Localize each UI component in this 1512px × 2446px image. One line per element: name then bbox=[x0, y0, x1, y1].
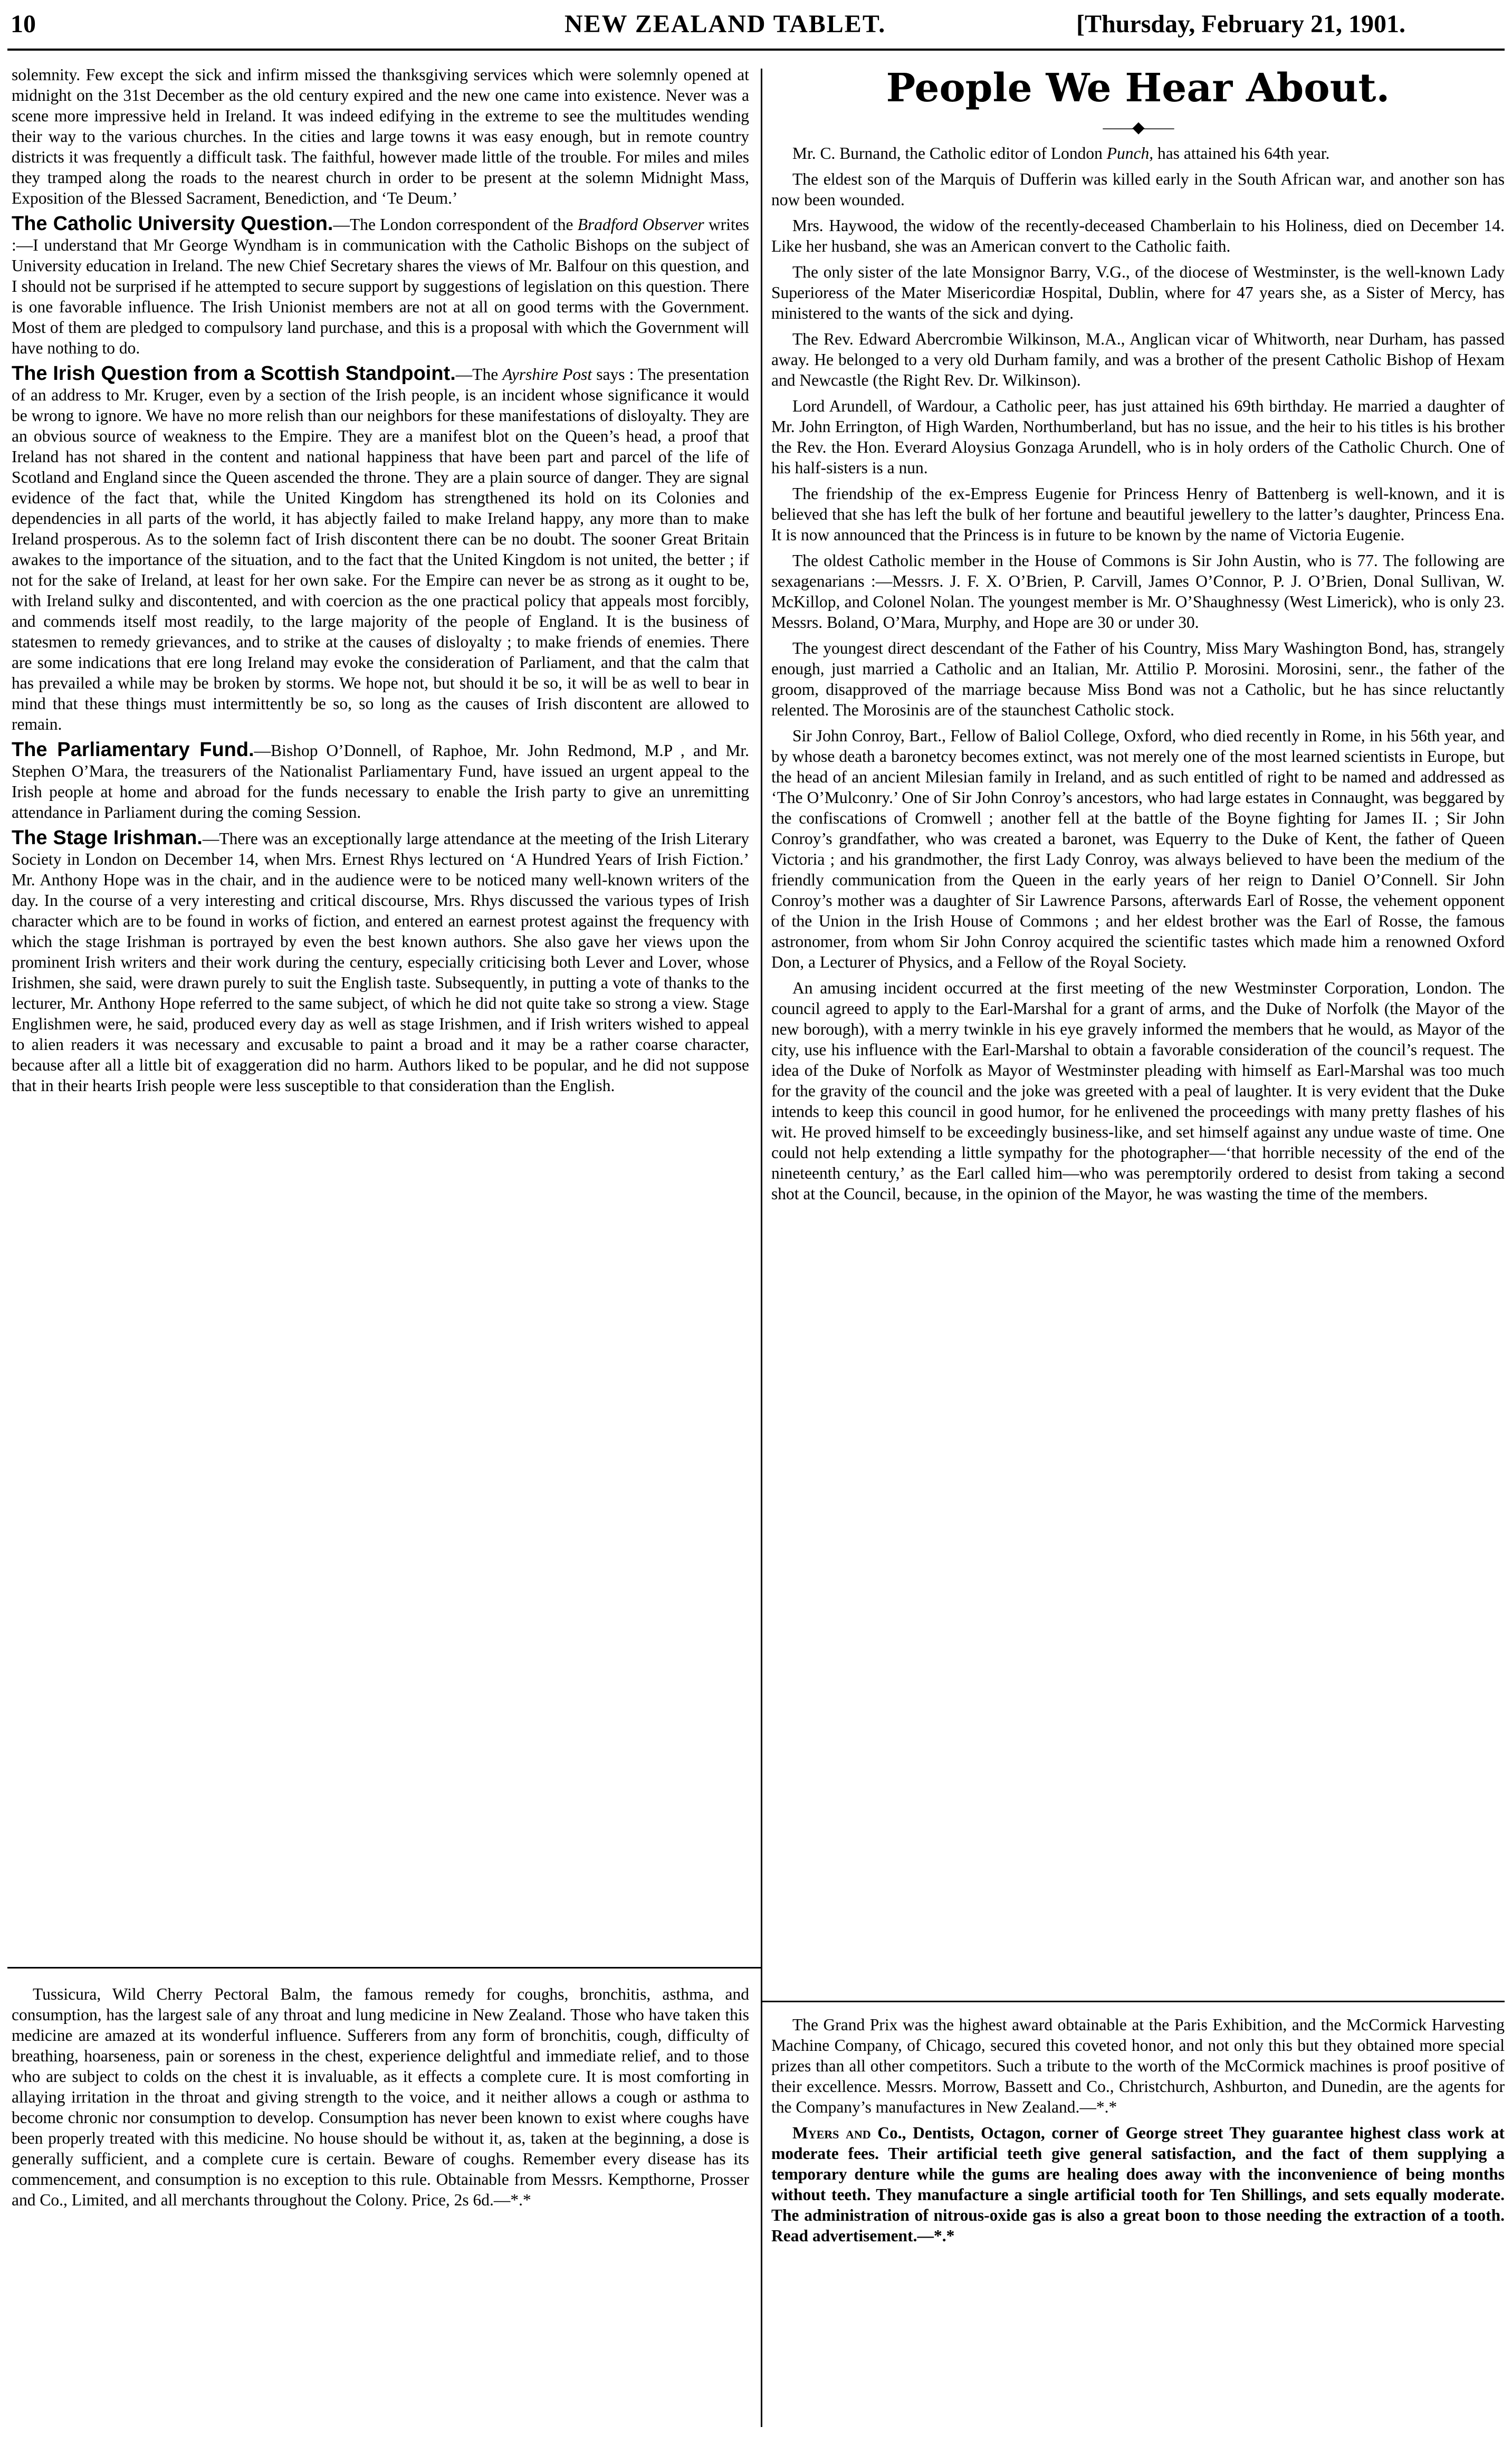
right-ad-rule bbox=[762, 2001, 1505, 2002]
news-item: An amusing incident occurred at the first meeting of the new Westminster Corporation, London. The council agreed to apply to the Earl-Marshal for a grant of arms, and the Duke of Norfolk (the Mayor of the new borough), with a merry twinkle in his eye gravely informed the members that he would, as Mayor of the city, use his influence with the Earl-Marshal to obtain a favorable consideration of the council’s request. The idea of the Duke of Norfolk as Mayor of Westminster pleading with himself as Earl-Marshal was too much for the gravity of the council and the joke was greeted with a peal of laughter. It is very evident that the Duke intends to keep this council in good humor, for he enlivened the proceedings with many pretty flashes of his wit. He proved himself to be exceedingly business-like, and set himself against any undue waste of time. One could not help extending a little sympathy for the photographer—‘that horrible necessity of the end of the nineteenth century,’ as the Earl called him—who was peremptorily ordered to desist from taking a second shot at the Council, because, in the opinion of the Mayor, he was wasting the time of the members. bbox=[771, 979, 1505, 1203]
scottish-standpoint-article: The Irish Question from a Scottish Standpoint.—The Ayrshire Post says : The presentation of an address to Mr. Kruger, even by a section of the Irish people, is an incident whose significance it would be wrong to ignore. We have no more relish than our neighbors for these manifestations of disloyalty. They are an obvious source of weakness to the Empire. They are a manifest blot on the Queen’s head, a proof that Ireland has not shared in the content and national happiness that have been part and parcel of the life of Scotland and England since the Queen ascended the throne. They are a plain source of danger. They are signal evidence of the fact that, while the United Kingdom has strengthened its hold on its Colonies and dependencies in all parts of the world, it has abjectly failed to make Ireland happy, any more than to make Ireland prosperous. As to the solemn fact of Irish discontent there can be no doubt. The sooner Great Britain awakes to the importance of the situation, and to the fact that the United Kingdom is not united, the better ; if not for the sake of Ireland, at least for her own sake. For the Empire can never be as strong as it ought to be, with Ireland sulky and discontented, and with coercion as the one practical policy that appeals most forcibly, and commends itself most readily, to the large majority of the people of England. It is the business of statesmen to remedy grievances, and to strike at the causes of disloyalty ; to make friends of enemies. There are some indications that ere long Ireland may evoke the consideration of Parliament, and that the calm that has prevailed a while may be broken by storms. We hope not, but should it be so, it will be as well to bear in mind that these things must intermittently be so, so long as the causes of Irish discontent are allowed to remain. bbox=[12, 362, 749, 733]
issue-date: [Thursday, February 21, 1901. bbox=[1076, 10, 1406, 38]
news-item: The Rev. Edward Abercrombie Wilkinson, M.A., Anglican vicar of Whitworth, near Durham, has passed away. He belonged to a very old Durham family, and was a brother of the present Catholic Bishop of Hexam and Newcastle (the Right Rev. Dr. Wilkinson). bbox=[771, 330, 1505, 389]
stage-irishman-article: The Stage Irishman.—There was an exceptionally large attendance at the meeting of the Irish Literary Society in London on December 14, when Mrs. Ernest Rhys lectured on ‘A Hundred Years of Irish Fiction.’ Mr. Anthony Hope was in the chair, and in the audience were to be noticed many well-known writers of the day. In the course of a very interesting and critical discourse, Mrs. Rhys discussed the various types of Irish character which are to be found in works of fiction, and entered an earnest protest against the frequency with which the stage Irishman is portrayed by even the best known authors. She also gave her views upon the prominent Irish writers and their work during the century, especially criticising both Lever and Lover, whose Irishmen, she said, were drawn purely to suit the English taste. Subsequently, in putting a vote of thanks to the lecturer, Mr. Anthony Hope referred to the same subject, of which he did not quite take so strong a view. Stage Englishmen were, he said, produced every day as well as stage Irishmen, and if Irish writers wished to appeal to alien readers it was necessary and excusable to paint a broad and it may be a rather coarse character, because after all a little bit of exaggeration did no harm. Authors liked to be popular, and he did not suppose that in their hearts Irish people were less susceptible to that consideration than the English. bbox=[12, 827, 749, 1095]
mccormick-advertisement: The Grand Prix was the highest award obtainable at the Paris Exhibition, and the McCormick Harvesting Machine Company, of Chicago, secured this coveted honor, and not only this but they obtained more special prizes than all other competitors. Such a tribute to the worth of the McCormick machines is proof positive of their excellence. Messrs. Morrow, Bassett and Co., Christchurch, Ashburton, and Dunedin, are the agents for the Company’s manufactures in New Zealand.—*.* bbox=[771, 2015, 1505, 2116]
left-ad-rule bbox=[7, 1967, 761, 1969]
news-item: Mrs. Haywood, the widow of the recently-deceased Chamberlain to his Holiness, died on December 14. Like her husband, she was an American convert to the Catholic faith. bbox=[771, 216, 1505, 255]
news-item: The friendship of the ex-Empress Eugenie for Princess Henry of Battenberg is well-known, and it is believed that she has left the bulk of her fortune and beautiful jewellery to the latter’s daughter, Princess Ena. It is now announced that the Princess is in future to be known by the name of Victoria Eugenie. bbox=[771, 484, 1505, 544]
news-item: Sir John Conroy, Bart., Fellow of Baliol College, Oxford, who died recently in Rome, in his 56th year, and by whose death a baronetcy becomes extinct, was not merely one of the most learned scientists in Europe, but the head of an ancient Milesian family in Ireland, and as such entitled of right to be named and addressed as ‘The O’Mulconry.’ One of Sir John Conroy’s ancestors, who had large estates in Connaught, was beggared by the confiscations of Cromwell ; another fell at the battle of the Boyne fighting for James II. ; Sir John Conroy’s grandfather, who was created a baronet, was Equerry to the Duke of Kent, the father of Queen Victoria ; and his grandmother, the first Lady Conroy, was always believed to have been the medium of the friendly communication from the Queen in the early years of her reign to Daniel O’Connell. Sir John Conroy’s mother was a daughter of Sir Lawrence Parsons, afterwards Earl of Rosse, the vehement opponent of the Union in the Irish House of Commons ; and her eldest brother was the Earl of Rosse, the famous astronomer, from whom Sir John Conroy acquired the scientific tastes which made him a renowned Oxford Don, a Lecturer of Physics, and a Fellow of the Royal Society. bbox=[771, 727, 1505, 971]
header-rule bbox=[7, 49, 1505, 51]
section-heading: The Catholic University Question. bbox=[12, 213, 333, 235]
news-item: Lord Arundell, of Wardour, a Catholic peer, has just attained his 69th birthday. He married a daughter of Mr. John Errington, of High Warden, Northumberland, but has no issue, and the heir to his titles is his brother the Rev. the Hon. Everard Aloysius Gonzaga Arundell, who is in holy orders of the Catholic Church. One of his half-sisters is a nun. bbox=[771, 397, 1505, 477]
parliamentary-fund-article: The Parliamentary Fund.—Bishop O’Donnell, of Raphoe, Mr. John Redmond, M.P , and Mr. Stephen O’Mara, the treasurers of the Nationalist Parliamentary Fund, have issued an urgent appeal to the Irish people at home and abroad for the funds necessary to enable the Irish party to give an unremitting attendance in Parliament during the coming Session. bbox=[12, 739, 749, 821]
news-item: The only sister of the late Monsignor Barry, V.G., of the diocese of Westminster, is the well-known Lady Superioress of the Mater Misericordiæ Hospital, Dublin, where for 47 years she, as a Sister of Mercy, has ministered to the wants of the sick and dying. bbox=[771, 263, 1505, 322]
left-column bbox=[12, 64, 749, 1937]
people-we-hear-about-heading: People We Hear About. bbox=[886, 65, 1390, 111]
news-item: The youngest direct descendant of the Father of his Country, Miss Mary Washington Bond, has, strangely enough, just married a Catholic and an Italian, Mr. Attilio P. Morosini. Morosini, senr., the father of the groom, disapproved of the marriage because Miss Bond was not a Catholic, but he has since reluctantly relented. The Morosinis are of the staunchest Catholic stock. bbox=[771, 639, 1505, 719]
myers-dentists-advertisement: Myers and Co., Dentists, Octagon, corner of George street They guarantee highest class work at moderate fees. Their artificial teeth give general satisfaction, and the fact of them supplying a temporary denture while the gums are healing does away with the inconvenience of being months without teeth. They manufacture a single artificial tooth for Ten Shillings, and sets equally moderate. The administration of nitrous-oxide gas is also a great boon to those needing the extraction of a tooth. Read advertisement.—*.* bbox=[771, 2124, 1505, 2245]
news-item: The oldest Catholic member in the House of Commons is Sir John Austin, who is 77. The following are sexagenarians :—Messrs. J. F. X. O’Brien, P. Carvill, James O’Connor, P. J. O’Brien, Donal Sullivan, W. McKillop, and Colonel Nolan. The youngest member is Mr. O’Shaughnessy (West Limerick), who is only 23. Messrs. Boland, O’Mara, Murphy, and Hope are 30 or under 30. bbox=[771, 551, 1505, 632]
page-header bbox=[0, 0, 1512, 42]
section-heading: The Stage Irishman. bbox=[12, 827, 203, 849]
column-divider bbox=[761, 69, 762, 2427]
right-advertisements bbox=[771, 2014, 1505, 2442]
section-heading: The Parliamentary Fund. bbox=[12, 739, 254, 761]
ornament-divider: ——◆—— bbox=[1103, 119, 1173, 136]
midnight-mass-paragraph: solemnity. Few except the sick and infirm missed the thanksgiving services which were solemnly opened at midnight on the 31st December as the old century expired and the new one came into existence. Never was a scene more impressive held in Ireland. It was indeed edifying in the extreme to see the multitudes wending their way to the various churches. In the cities and large towns it was easy enough, but in remote country districts it was frequently a difficult task. The faithful, however made little of the trouble. For miles and miles they tramped along the roads to the nearest church in order to be present at the solemn Midnight Mass, Exposition of the Blessed Sacrament, Benediction, and ‘Te Deum.’ bbox=[12, 65, 749, 207]
tussicura-advertisement: Tussicura, Wild Cherry Pectoral Balm, the famous remedy for coughs, bronchitis, asthma, and consumption, has the largest sale of any throat and lung medicine in New Zealand. Those who have taken this medicine are amazed at its wonderful influence. Sufferers from any form of bronchitis, cough, difficulty of breathing, hoarseness, pain or soreness in the chest, experience delightful and immediate relief, and to those who are subject to colds on the chest it is invaluable, as it effects a complete cure. It is most comforting in allaying irritation in the throat and giving strength to the voice, and it neither allows a cough or asthma to become chronic nor consumption to develop. Consumption has never been known to exist where coughs have been properly treated with this medicine. No house should be without it, as, taken at the beginning, a dose is generally sufficient, and a complete cure is certain. Beware of coughs. Remember every disease has its commencement, and consumption is no exception to this rule. Obtainable from Messrs. Kempthorne, Prosser and Co., Limited, and all merchants throughout the Colony. Price, 2s 6d.—*.* bbox=[12, 1985, 749, 2209]
page-number: 10 bbox=[11, 10, 36, 38]
university-question-article: The Catholic University Question.—The London correspondent of the Bradford Observer writes :—I understand that Mr George Wyndham is in communication with the Catholic Bishops on the subject of University education in Ireland. The new Chief Secretary shares the views of Mr. Balfour on this question, and I should not be surprised if he attempted to secure support by suggestions of legislation on this question. There is one favorable influence. The Irish Unionist members are not at all on good terms with the Government. Most of them are pledged to compulsory land purchase, and this is a proposal with which the Government will have nothing to do. bbox=[12, 213, 749, 357]
news-item: Mr. C. Burnand, the Catholic editor of London Punch, has attained his 64th year. bbox=[792, 144, 1330, 163]
section-heading: The Irish Question from a Scottish Standpoint. bbox=[12, 362, 456, 385]
news-item: The eldest son of the Marquis of Dufferin was killed early in the South African war, and another son has now been wounded. bbox=[771, 170, 1505, 209]
masthead-title: NEW ZEALAND TABLET. bbox=[564, 10, 886, 38]
right-column bbox=[771, 64, 1505, 1990]
